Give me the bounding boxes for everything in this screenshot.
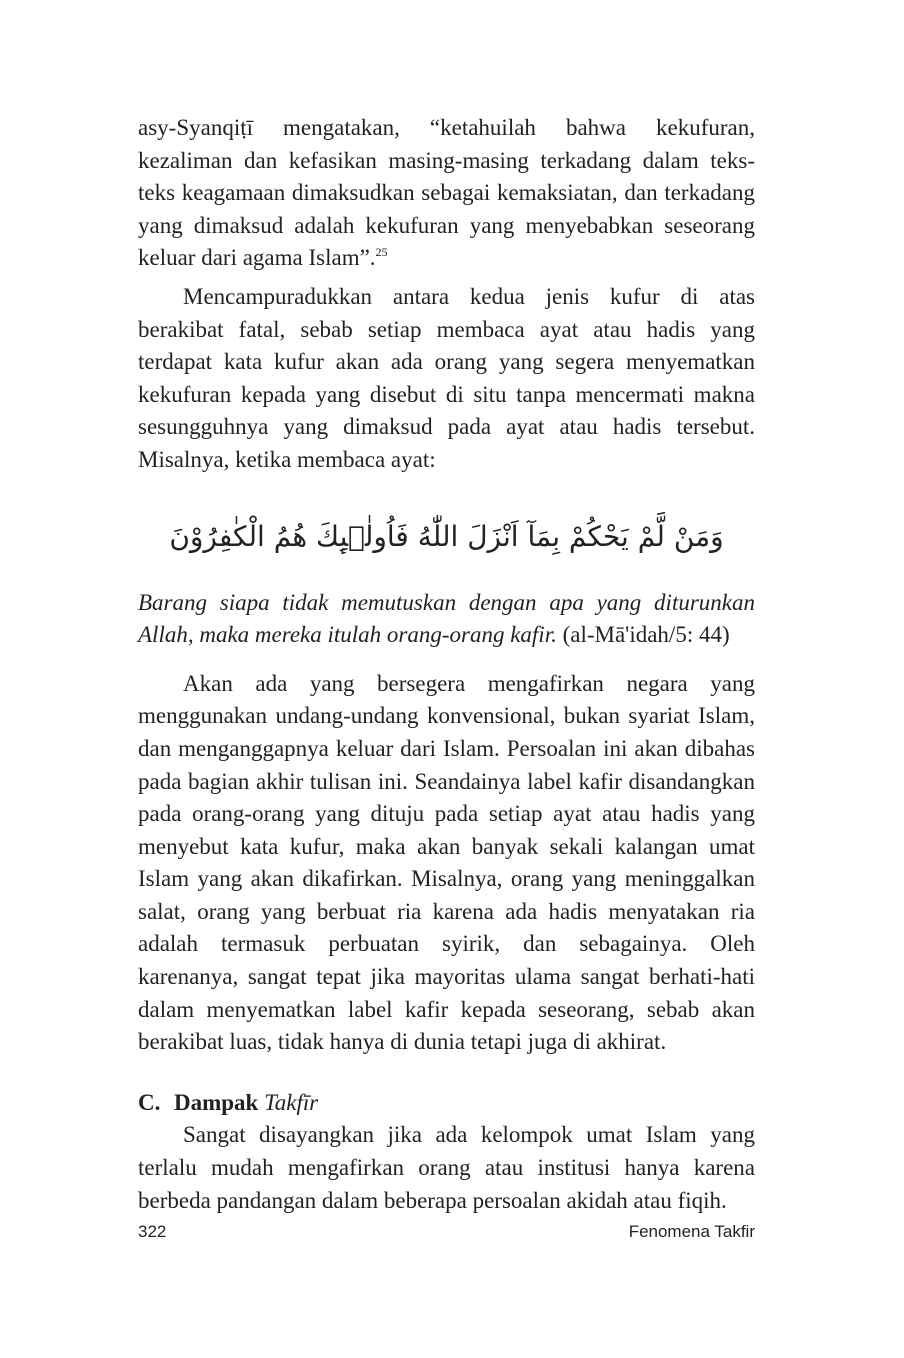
- page-footer: [138, 1222, 755, 1242]
- paragraph-1: asy-Syanqiṭī mengatakan, “ketahuilah bahwa kekufuran, kezaliman dan kefasikan masing-masing terkadang dalam teks-teks keagamaan dimaksudkan sebagai kemaksiatan, dan terkadang yang dimaksud adalah kekufuran yang menyebabkan seseorang keluar dari agama Islam”.$^{25}$: [138, 115, 755, 271]
- section-heading: [138, 1087, 755, 1120]
- verse-translation-text: Barang siapa tidak memutuskan dengan apa yang diturunkan Allah, maka mereka itulah orang-orang kafir.: [138, 589, 755, 648]
- paragraph-3: Akan ada yang bersegera mengafirkan negara yang menggunakan undang-undang konvensional, bukan syariat Islam, dan menganggapnya keluar dari Islam. Persoalan ini akan dibahas pada bagian akhir tulisan ini. Seandainya label kafir disandangkan pada orang-orang yang dituju pada setiap ayat atau hadis yang menyebut kata kufur, maka akan banyak sekali kalangan umat Islam yang akan dikafirkan. Misalnya, orang yang meninggalkan salat, orang yang berbuat ria karena ada hadis menyatakan ria adalah termasuk perbuatan syirik, dan sebagainya. Oleh karenanya, sangat tepat jika mayoritas ulama sangat berhati-hati dalam menyematkan label kafir kepada seseorang, sebab akan berakibat luas, tidak hanya di dunia tetapi juga di akhirat.: [138, 670, 755, 1055]
- paragraph-4: Sangat disayangkan jika ada kelompok umat Islam yang terlalu mudah mengafirkan orang atau institusi hanya karena berbeda pandangan dalam beberapa persoalan akidah atau fiqih.: [138, 1122, 755, 1213]
- footnote-ref[interactable]: 25: [375, 245, 388, 260]
- section-letter: C.: [138, 1089, 161, 1115]
- section-title: Dampak: [174, 1089, 259, 1115]
- verse-translation: [138, 587, 755, 652]
- verse-reference: (al-Mā'idah/5: 44): [562, 622, 730, 648]
- quran-verse-arabic: وَمَنْ لَّمْ يَحْكُمْ بِمَآ اَنْزَلَ اللّٰهُ فَاُولٰۤىِٕكَ هُمُ الْكٰفِرُوْنَ: [169, 519, 724, 553]
- paragraph-2: Mencampuradukkan antara kedua jenis kufur di atas berakibat fatal, sebab setiap membaca ayat atau hadis yang terdapat kata kufur akan ada orang yang segera menyematkan kekufuran kepada yang disebut di situ tanpa mencermati makna sesungguhnya yang dimaksud pada ayat atau hadis tersebut. Misalnya, ketika membaca ayat:: [138, 283, 755, 472]
- page-body: [138, 112, 755, 1217]
- section-title-italic: Takfīr: [264, 1089, 319, 1115]
- running-title: Fenomena Takfir: [628, 1222, 755, 1241]
- page-number: 322: [138, 1222, 167, 1241]
